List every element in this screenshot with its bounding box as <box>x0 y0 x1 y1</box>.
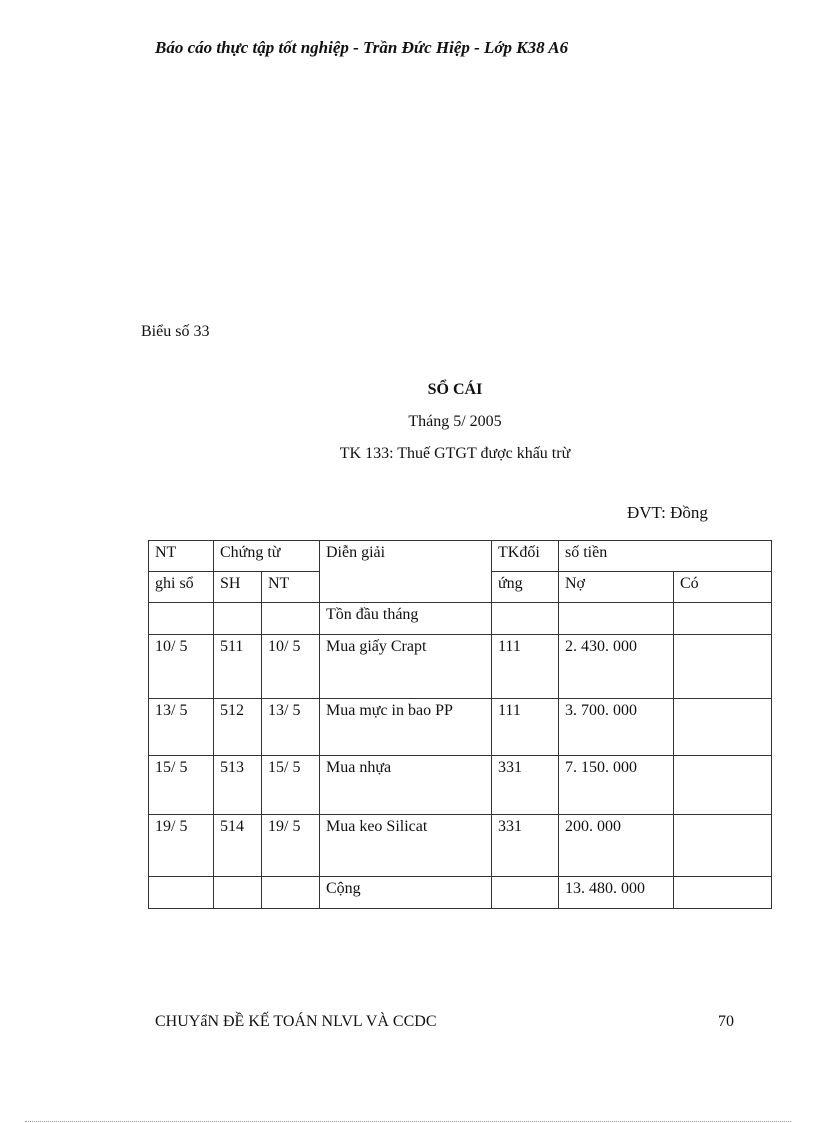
page-number: 70 <box>718 1013 734 1030</box>
cell-no: 7. 150. 000 <box>559 756 674 815</box>
opening-label: Tồn đầu tháng <box>320 603 492 635</box>
page-bottom-divider <box>25 1121 791 1122</box>
cell-desc: Mua giấy Crapt <box>320 635 492 699</box>
header-co: Có <box>674 572 772 603</box>
footer-topic: CHUYẩN ĐỀ KẾ TOÁN NLVL VÀ CCDC <box>155 1013 437 1030</box>
ledger-title: SỔ CÁI <box>427 381 483 398</box>
ledger-account: TK 133: Thuế GTGT được khấu trừ <box>339 445 571 462</box>
cell-co <box>674 815 772 877</box>
cell-tk: 331 <box>492 756 559 815</box>
cell-desc: Mua keo Silicat <box>320 815 492 877</box>
cell-desc: Mua mực in bao PP <box>320 699 492 756</box>
total-no: 13. 480. 000 <box>559 877 674 909</box>
cell-nt: 13/ 5 <box>262 699 320 756</box>
table-row <box>149 635 772 699</box>
cell-no: 200. 000 <box>559 815 674 877</box>
cell-nt: 10/ 5 <box>262 635 320 699</box>
table-row <box>149 815 772 877</box>
cell-date: 19/ 5 <box>149 815 214 877</box>
table-row <box>149 699 772 756</box>
cell-tk: 331 <box>492 815 559 877</box>
ledger-month: Tháng 5/ 2005 <box>408 413 502 430</box>
cell-nt: 15/ 5 <box>262 756 320 815</box>
table-row-opening <box>149 603 772 635</box>
cell-sh: 511 <box>214 635 262 699</box>
cell-date: 10/ 5 <box>149 635 214 699</box>
header-so-tien: số tiền <box>559 541 772 572</box>
total-label: Cộng <box>320 877 492 909</box>
cell-date: 15/ 5 <box>149 756 214 815</box>
header-tk-doi: TKđối <box>492 541 559 572</box>
cell-nt: 19/ 5 <box>262 815 320 877</box>
header-row-1 <box>149 541 772 572</box>
cell-date: 13/ 5 <box>149 699 214 756</box>
cell-sh: 512 <box>214 699 262 756</box>
header-ung: ứng <box>492 572 559 603</box>
cell-co <box>674 635 772 699</box>
header-nt: NT <box>149 541 214 572</box>
header-no: Nợ <box>559 572 674 603</box>
header-sh: SH <box>214 572 262 603</box>
currency-unit: ĐVT: Đồng <box>627 503 708 522</box>
cell-sh: 514 <box>214 815 262 877</box>
table-row <box>149 756 772 815</box>
header-nt-ct: NT <box>262 572 320 603</box>
cell-tk: 111 <box>492 699 559 756</box>
cell-tk: 111 <box>492 635 559 699</box>
cell-no: 3. 700. 000 <box>559 699 674 756</box>
header-ghi-so: ghi sổ <box>149 572 214 603</box>
form-number: Biểu số 33 <box>141 323 210 340</box>
cell-sh: 513 <box>214 756 262 815</box>
cell-co <box>674 699 772 756</box>
cell-desc: Mua nhựa <box>320 756 492 815</box>
report-header: Báo cáo thực tập tốt nghiệp - Trần Đức Hiệp - Lớp K38 A6 <box>155 38 569 57</box>
table-row-total <box>149 877 772 909</box>
cell-co <box>674 756 772 815</box>
ledger-table <box>148 540 772 909</box>
cell-no: 2. 430. 000 <box>559 635 674 699</box>
header-chung-tu: Chứng từ <box>214 541 320 572</box>
header-dien-giai: Diễn giải <box>320 541 492 603</box>
